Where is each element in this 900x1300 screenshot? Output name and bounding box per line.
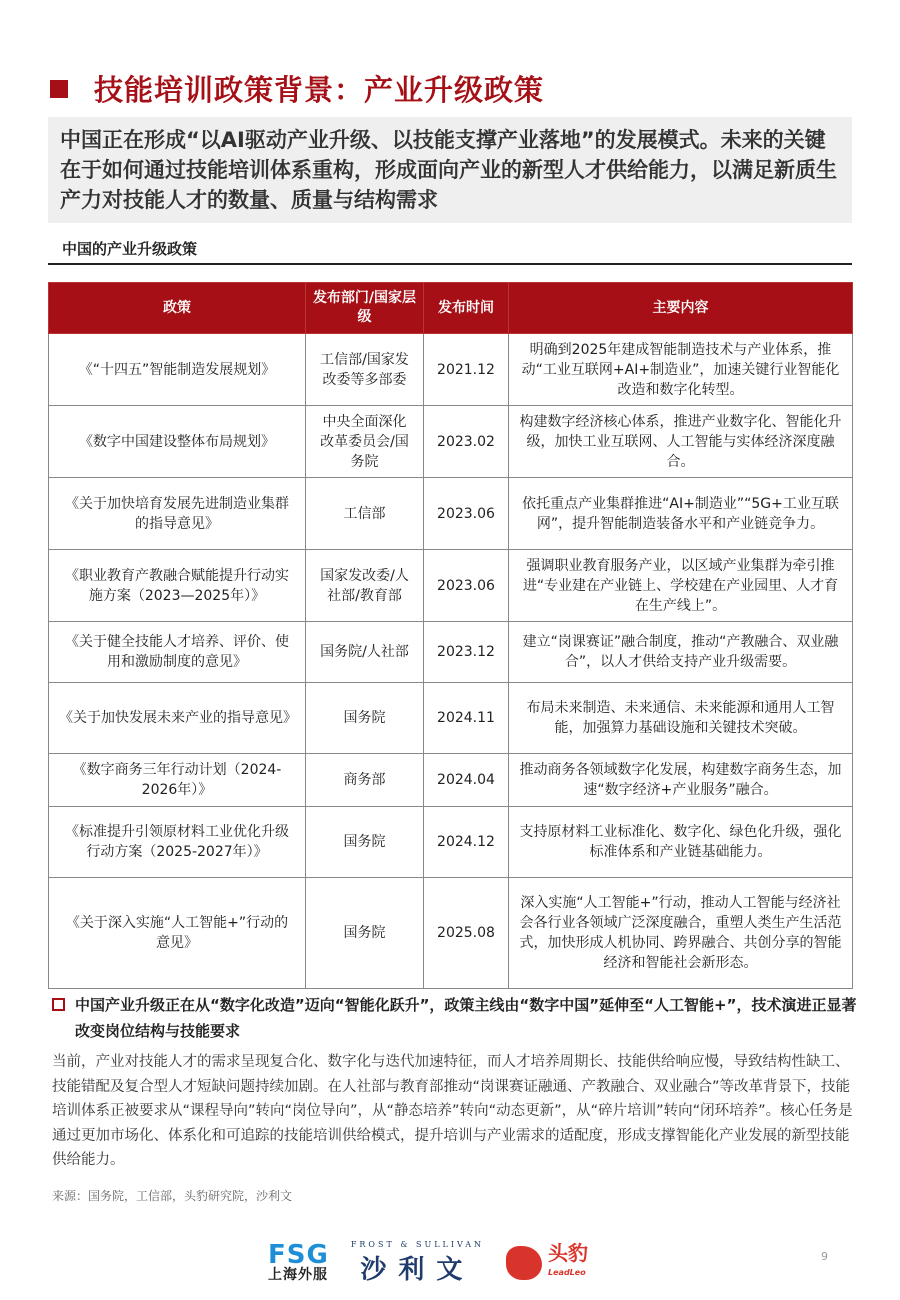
content-cell: 明确到2025年建成智能制造技术与产业体系，推动“工业互联网+AI+制造业”，加速关键行业智能化改造和数字化转型。 [509, 334, 853, 406]
table-row [49, 334, 853, 406]
content-cell: 布局未来制造、未来通信、未来能源和通用人工智能，加强算力基础设施和关键技术突破。 [509, 683, 853, 754]
section-subtitle: 中国的产业升级政策 [48, 238, 852, 265]
table-row [49, 807, 853, 878]
table-row [49, 683, 853, 754]
policy-name-cell: 《数字商务三年行动计划（2024-2026年）》 [49, 754, 306, 807]
page-number: 9 [821, 1250, 828, 1263]
date-cell: 2025.08 [424, 878, 509, 989]
date-cell: 2023.02 [424, 406, 509, 478]
title-marker [50, 80, 68, 98]
policy-name-cell: 《关于加快培育发展先进制造业集群的指导意见》 [49, 478, 306, 550]
content-cell: 依托重点产业集群推进“AI+制造业”“5G+工业互联网”，提升智能制造装备水平和产业链竞争力。 [509, 478, 853, 550]
policy-name-cell: 《关于健全技能人才培养、评价、使用和激励制度的意见》 [49, 622, 306, 683]
column-header: 主要内容 [509, 283, 853, 334]
content-cell: 建立“岗课赛证”融合制度，推动“产教融合、双业融合”，以人才供给支持产业升级需要。 [509, 622, 853, 683]
table-row [49, 478, 853, 550]
footer-logos [268, 1240, 588, 1286]
content-cell: 支持原材料工业标准化、数字化、绿色化升级，强化标准体系和产业链基础能力。 [509, 807, 853, 878]
page-title: 技能培训政策背景：产业升级政策 [50, 68, 544, 109]
table-row [49, 406, 853, 478]
policy-name-cell: 《职业教育产教融合赋能提升行动实施方案（2023—2025年）》 [49, 550, 306, 622]
frost-sullivan-logo: FROST & SULLIVAN 沙利文 [350, 1240, 485, 1285]
body-paragraph: 当前，产业对技能人才的需求呈现复合化、数字化与迭代加速特征，而人才培养周期长、技能供给响应慢，导致结构性缺工、技能错配及复合型人才短缺问题持续加剧。在人社部与教育部推动“岗课赛证融通、产教融合、双业融合”等改革背景下，技能培训体系正被要求从“课程导向”转向“岗位导向”，从“静态培养”转向“动态更新”，从“碎片培训”转向“闭环培养”。核心任务是通过更加市场化、体系化和可追踪的技能培训供给模式，提升培训与产业需求的适配度，形成支撑智能化产业发展的新型技能供给能力。 [52, 1054, 853, 1168]
leadleo-logo: 头豹 LeadLeo [506, 1243, 588, 1283]
department-cell: 国务院 [306, 878, 424, 989]
department-cell: 国务院 [306, 683, 424, 754]
date-cell: 2023.12 [424, 622, 509, 683]
department-cell: 国家发改委/人社部/教育部 [306, 550, 424, 622]
column-header: 政策 [49, 283, 306, 334]
policy-name-cell: 《“十四五”智能制造发展规划》 [49, 334, 306, 406]
key-note: 中国产业升级正在从“数字化改造”迈向“智能化跃升”，政策主线由“数字中国”延伸至“人工智能+”，技术演进正显著改变岗位结构与技能要求 [52, 992, 862, 1044]
policy-name-cell: 《标准提升引领原材料工业优化升级行动方案（2025-2027年）》 [49, 807, 306, 878]
date-cell: 2024.04 [424, 754, 509, 807]
date-cell: 2023.06 [424, 550, 509, 622]
column-header: 发布部门/国家层级 [306, 283, 424, 334]
date-cell: 2024.12 [424, 807, 509, 878]
date-cell: 2023.06 [424, 478, 509, 550]
department-cell: 国务院/人社部 [306, 622, 424, 683]
policy-name-cell: 《数字中国建设整体布局规划》 [49, 406, 306, 478]
table-row [49, 878, 853, 989]
policy-table [48, 282, 853, 989]
department-cell: 中央全面深化改革委员会/国务院 [306, 406, 424, 478]
content-cell: 深入实施“人工智能+”行动，推动人工智能与经济社会各行业各领域广泛深度融合，重塑人类生产生活范式，加快形成人机协同、跨界融合、共创分享的智能经济和智能社会新形态。 [509, 878, 853, 989]
fsg-logo: FSG 上海外服 [268, 1240, 329, 1283]
policy-name-cell: 《关于加快发展未来产业的指导意见》 [49, 683, 306, 754]
department-cell: 商务部 [306, 754, 424, 807]
checkbox-bullet-icon [52, 998, 65, 1011]
column-header: 发布时间 [424, 283, 509, 334]
date-cell: 2024.11 [424, 683, 509, 754]
source-note: 来源：国务院，工信部，头豹研究院，沙利文 [52, 1189, 293, 1203]
leopard-icon [506, 1246, 542, 1280]
date-cell: 2021.12 [424, 334, 509, 406]
department-cell: 工信部 [306, 478, 424, 550]
table-row [49, 622, 853, 683]
content-cell: 推动商务各领域数字化发展，构建数字商务生态，加速“数字经济+产业服务”融合。 [509, 754, 853, 807]
policy-name-cell: 《关于深入实施“人工智能+”行动的意见》 [49, 878, 306, 989]
content-cell: 强调职业教育服务产业，以区域产业集群为牵引推进“专业建在产业链上、学校建在产业园里、人才育在生产线上”。 [509, 550, 853, 622]
department-cell: 工信部/国家发改委等多部委 [306, 334, 424, 406]
content-cell: 构建数字经济核心体系，推进产业数字化、智能化升级，加快工业互联网、人工智能与实体经济深度融合。 [509, 406, 853, 478]
summary-box: 中国正在形成“以AI驱动产业升级、以技能支撑产业落地”的发展模式。未来的关键在于如何通过技能培训体系重构，形成面向产业的新型人才供给能力，以满足新质生产力对技能人才的数量、质量与结构需求 [48, 117, 852, 223]
table-row [49, 754, 853, 807]
department-cell: 国务院 [306, 807, 424, 878]
table-row [49, 550, 853, 622]
